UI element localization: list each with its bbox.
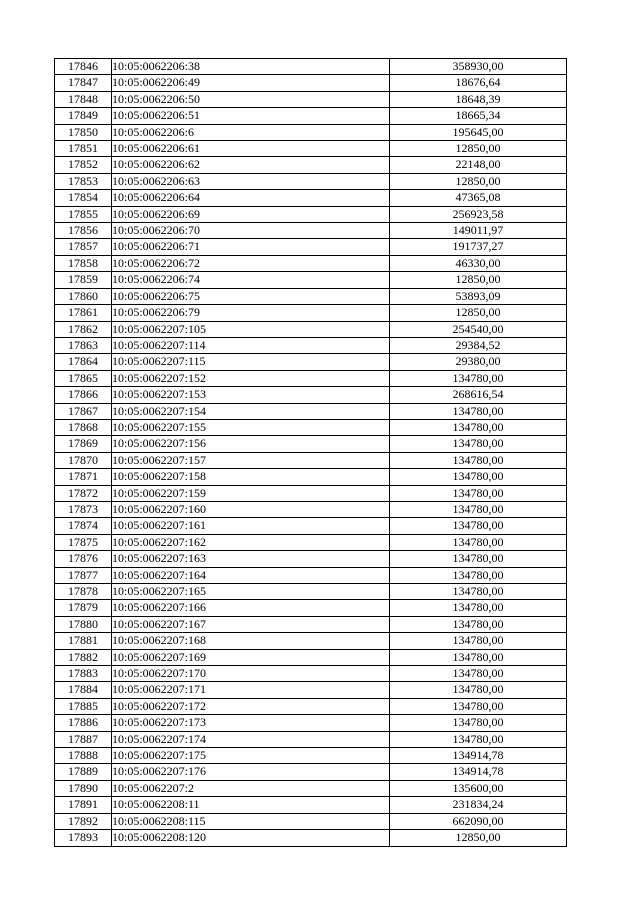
cadastral-number-cell: 10:05:0062207:153: [112, 387, 390, 403]
cadastral-value-cell: 134780,00: [390, 518, 567, 534]
row-number-cell: 17889: [55, 764, 112, 780]
table-row: [55, 59, 567, 75]
row-number-cell: 17892: [55, 813, 112, 829]
row-number-cell: 17848: [55, 91, 112, 107]
table-row: [55, 797, 567, 813]
cadastral-number-cell: 10:05:0062207:164: [112, 567, 390, 583]
table-row: [55, 649, 567, 665]
cadastral-value-cell: 12850,00: [390, 173, 567, 189]
cadastral-number-cell: 10:05:0062207:166: [112, 600, 390, 616]
table-row: [55, 272, 567, 288]
cadastral-value-cell: 134780,00: [390, 731, 567, 747]
cadastral-number-cell: 10:05:0062207:115: [112, 354, 390, 370]
table-row: [55, 403, 567, 419]
row-number-cell: 17852: [55, 157, 112, 173]
row-number-cell: 17874: [55, 518, 112, 534]
table-row: [55, 124, 567, 140]
cadastral-value-cell: 134780,00: [390, 501, 567, 517]
cadastral-number-cell: 10:05:0062207:169: [112, 649, 390, 665]
cadastral-number-cell: 10:05:0062206:51: [112, 108, 390, 124]
table-body: [55, 59, 567, 847]
cadastral-value-cell: 358930,00: [390, 59, 567, 75]
table-row: [55, 813, 567, 829]
cadastral-number-cell: 10:05:0062206:69: [112, 206, 390, 222]
cadastral-number-cell: 10:05:0062206:61: [112, 141, 390, 157]
cadastral-value-cell: 149011,97: [390, 223, 567, 239]
cadastral-number-cell: 10:05:0062206:64: [112, 190, 390, 206]
cadastral-value-cell: 134780,00: [390, 534, 567, 550]
row-number-cell: 17866: [55, 387, 112, 403]
row-number-cell: 17876: [55, 551, 112, 567]
cadastral-value-cell: 134914,78: [390, 748, 567, 764]
table-row: [55, 157, 567, 173]
cadastral-number-cell: 10:05:0062207:157: [112, 452, 390, 468]
cadastral-number-cell: 10:05:0062207:170: [112, 666, 390, 682]
cadastral-value-cell: 134914,78: [390, 764, 567, 780]
row-number-cell: 17867: [55, 403, 112, 419]
row-number-cell: 17850: [55, 124, 112, 140]
cadastral-number-cell: 10:05:0062207:161: [112, 518, 390, 534]
cadastral-value-cell: 12850,00: [390, 830, 567, 846]
cadastral-value-cell: 134780,00: [390, 715, 567, 731]
cadastral-number-cell: 10:05:0062207:162: [112, 534, 390, 550]
cadastral-number-cell: 10:05:0062206:74: [112, 272, 390, 288]
row-number-cell: 17885: [55, 698, 112, 714]
cadastral-number-cell: 10:05:0062207:171: [112, 682, 390, 698]
table-row: [55, 567, 567, 583]
cadastral-value-cell: 134780,00: [390, 567, 567, 583]
table-row: [55, 75, 567, 91]
table-row: [55, 370, 567, 386]
cadastral-value-cell: 134780,00: [390, 633, 567, 649]
table-row: [55, 698, 567, 714]
cadastral-number-cell: 10:05:0062207:174: [112, 731, 390, 747]
table-row: [55, 666, 567, 682]
cadastral-number-cell: 10:05:0062206:63: [112, 173, 390, 189]
table-row: [55, 551, 567, 567]
table-row: [55, 321, 567, 337]
cadastral-value-cell: 12850,00: [390, 305, 567, 321]
row-number-cell: 17872: [55, 485, 112, 501]
row-number-cell: 17849: [55, 108, 112, 124]
cadastral-number-cell: 10:05:0062207:105: [112, 321, 390, 337]
table-row: [55, 764, 567, 780]
cadastral-number-cell: 10:05:0062206:62: [112, 157, 390, 173]
cadastral-number-cell: 10:05:0062206:49: [112, 75, 390, 91]
cadastral-value-cell: 18676,64: [390, 75, 567, 91]
row-number-cell: 17893: [55, 830, 112, 846]
cadastral-number-cell: 10:05:0062206:72: [112, 255, 390, 271]
cadastral-value-cell: 134780,00: [390, 666, 567, 682]
row-number-cell: 17873: [55, 501, 112, 517]
cadastral-number-cell: 10:05:0062207:158: [112, 469, 390, 485]
row-number-cell: 17865: [55, 370, 112, 386]
cadastral-number-cell: 10:05:0062207:163: [112, 551, 390, 567]
table-row: [55, 748, 567, 764]
row-number-cell: 17883: [55, 666, 112, 682]
row-number-cell: 17859: [55, 272, 112, 288]
cadastral-number-cell: 10:05:0062207:156: [112, 436, 390, 452]
table-row: [55, 452, 567, 468]
table-row: [55, 682, 567, 698]
table-row: [55, 616, 567, 632]
cadastral-value-cell: 134780,00: [390, 616, 567, 632]
cadastral-number-cell: 10:05:0062206:71: [112, 239, 390, 255]
cadastral-number-cell: 10:05:0062207:175: [112, 748, 390, 764]
row-number-cell: 17870: [55, 452, 112, 468]
table-row: [55, 584, 567, 600]
row-number-cell: 17851: [55, 141, 112, 157]
cadastral-value-cell: 134780,00: [390, 485, 567, 501]
cadastral-value-cell: 134780,00: [390, 436, 567, 452]
row-number-cell: 17855: [55, 206, 112, 222]
table-row: [55, 255, 567, 271]
cadastral-number-cell: 10:05:0062207:154: [112, 403, 390, 419]
cadastral-number-cell: 10:05:0062207:160: [112, 501, 390, 517]
cadastral-value-cell: 47365,08: [390, 190, 567, 206]
row-number-cell: 17868: [55, 419, 112, 435]
cadastral-value-cell: 254540,00: [390, 321, 567, 337]
cadastral-value-cell: 12850,00: [390, 141, 567, 157]
table-row: [55, 141, 567, 157]
cadastral-value-cell: 134780,00: [390, 649, 567, 665]
row-number-cell: 17861: [55, 305, 112, 321]
cadastral-value-cell: 22148,00: [390, 157, 567, 173]
cadastral-number-cell: 10:05:0062206:38: [112, 59, 390, 75]
table-row: [55, 633, 567, 649]
cadastral-value-cell: 134780,00: [390, 698, 567, 714]
row-number-cell: 17875: [55, 534, 112, 550]
cadastral-number-cell: 10:05:0062206:6: [112, 124, 390, 140]
table-row: [55, 419, 567, 435]
cadastral-value-cell: 134780,00: [390, 551, 567, 567]
row-number-cell: 17884: [55, 682, 112, 698]
row-number-cell: 17871: [55, 469, 112, 485]
cadastral-value-table: [54, 58, 567, 847]
cadastral-number-cell: 10:05:0062208:115: [112, 813, 390, 829]
row-number-cell: 17853: [55, 173, 112, 189]
row-number-cell: 17860: [55, 288, 112, 304]
cadastral-value-cell: 662090,00: [390, 813, 567, 829]
table-row: [55, 436, 567, 452]
table-row: [55, 305, 567, 321]
cadastral-value-cell: 134780,00: [390, 682, 567, 698]
row-number-cell: 17863: [55, 337, 112, 353]
table-row: [55, 387, 567, 403]
row-number-cell: 17886: [55, 715, 112, 731]
table-row: [55, 600, 567, 616]
table-row: [55, 469, 567, 485]
row-number-cell: 17854: [55, 190, 112, 206]
cadastral-number-cell: 10:05:0062208:11: [112, 797, 390, 813]
cadastral-value-cell: 134780,00: [390, 370, 567, 386]
row-number-cell: 17887: [55, 731, 112, 747]
row-number-cell: 17846: [55, 59, 112, 75]
cadastral-value-cell: 18665,34: [390, 108, 567, 124]
cadastral-value-cell: 29384,52: [390, 337, 567, 353]
cadastral-value-cell: 134780,00: [390, 403, 567, 419]
cadastral-value-cell: 256923,58: [390, 206, 567, 222]
cadastral-number-cell: 10:05:0062207:2: [112, 780, 390, 796]
row-number-cell: 17880: [55, 616, 112, 632]
row-number-cell: 17881: [55, 633, 112, 649]
table-row: [55, 731, 567, 747]
table-row: [55, 288, 567, 304]
cadastral-number-cell: 10:05:0062207:152: [112, 370, 390, 386]
row-number-cell: 17847: [55, 75, 112, 91]
row-number-cell: 17877: [55, 567, 112, 583]
table-row: [55, 223, 567, 239]
table-row: [55, 534, 567, 550]
table-row: [55, 206, 567, 222]
table-row: [55, 485, 567, 501]
table-row: [55, 91, 567, 107]
row-number-cell: 17878: [55, 584, 112, 600]
cadastral-value-cell: 134780,00: [390, 419, 567, 435]
cadastral-number-cell: 10:05:0062206:79: [112, 305, 390, 321]
row-number-cell: 17864: [55, 354, 112, 370]
row-number-cell: 17891: [55, 797, 112, 813]
row-number-cell: 17858: [55, 255, 112, 271]
row-number-cell: 17888: [55, 748, 112, 764]
cadastral-number-cell: 10:05:0062207:165: [112, 584, 390, 600]
table-row: [55, 354, 567, 370]
cadastral-number-cell: 10:05:0062207:114: [112, 337, 390, 353]
table-row: [55, 518, 567, 534]
cadastral-value-cell: 195645,00: [390, 124, 567, 140]
cadastral-number-cell: 10:05:0062207:172: [112, 698, 390, 714]
cadastral-number-cell: 10:05:0062207:176: [112, 764, 390, 780]
cadastral-number-cell: 10:05:0062207:155: [112, 419, 390, 435]
table-row: [55, 239, 567, 255]
table-row: [55, 337, 567, 353]
cadastral-value-cell: 268616,54: [390, 387, 567, 403]
cadastral-number-cell: 10:05:0062207:168: [112, 633, 390, 649]
cadastral-number-cell: 10:05:0062206:50: [112, 91, 390, 107]
cadastral-value-cell: 134780,00: [390, 584, 567, 600]
cadastral-value-cell: 53893,09: [390, 288, 567, 304]
table-row: [55, 108, 567, 124]
row-number-cell: 17869: [55, 436, 112, 452]
row-number-cell: 17857: [55, 239, 112, 255]
row-number-cell: 17862: [55, 321, 112, 337]
cadastral-number-cell: 10:05:0062207:159: [112, 485, 390, 501]
row-number-cell: 17856: [55, 223, 112, 239]
cadastral-number-cell: 10:05:0062206:70: [112, 223, 390, 239]
row-number-cell: 17890: [55, 780, 112, 796]
cadastral-value-cell: 29380,00: [390, 354, 567, 370]
cadastral-number-cell: 10:05:0062207:173: [112, 715, 390, 731]
cadastral-value-cell: 231834,24: [390, 797, 567, 813]
cadastral-value-cell: 134780,00: [390, 469, 567, 485]
table-row: [55, 715, 567, 731]
cadastral-value-cell: 135600,00: [390, 780, 567, 796]
row-number-cell: 17879: [55, 600, 112, 616]
cadastral-value-cell: 134780,00: [390, 600, 567, 616]
row-number-cell: 17882: [55, 649, 112, 665]
cadastral-number-cell: 10:05:0062207:167: [112, 616, 390, 632]
cadastral-value-cell: 18648,39: [390, 91, 567, 107]
cadastral-value-cell: 134780,00: [390, 452, 567, 468]
table-row: [55, 501, 567, 517]
cadastral-number-cell: 10:05:0062208:120: [112, 830, 390, 846]
cadastral-value-cell: 12850,00: [390, 272, 567, 288]
table-row: [55, 830, 567, 846]
table-row: [55, 173, 567, 189]
table-row: [55, 780, 567, 796]
cadastral-value-cell: 46330,00: [390, 255, 567, 271]
table-row: [55, 190, 567, 206]
cadastral-number-cell: 10:05:0062206:75: [112, 288, 390, 304]
cadastral-value-cell: 191737,27: [390, 239, 567, 255]
